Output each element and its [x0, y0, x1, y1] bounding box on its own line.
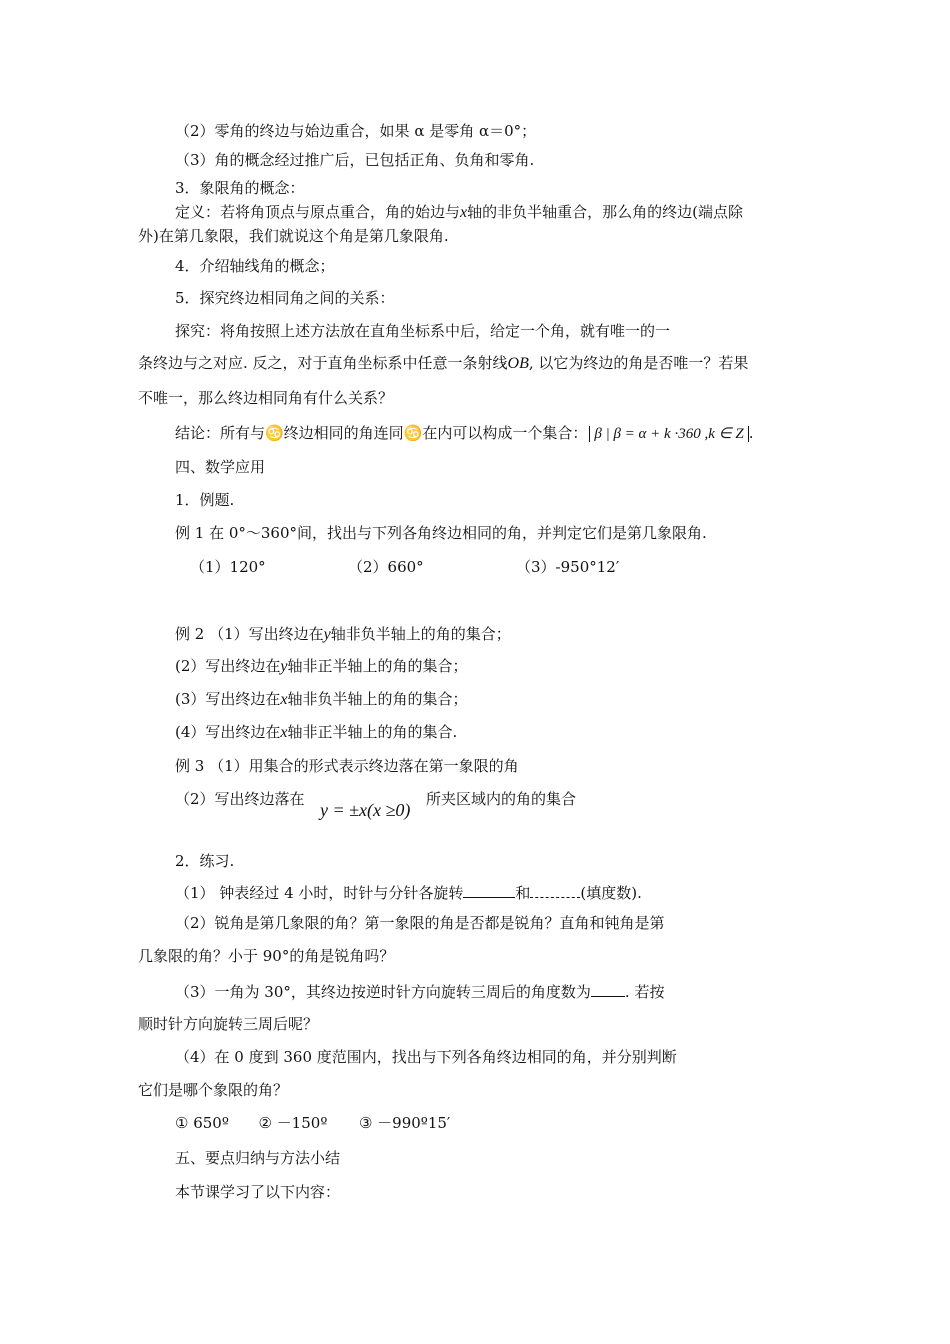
angle-set-formula: β | β = α + k ·360 ,k ∈ Z: [589, 426, 748, 442]
x-variable: x: [460, 204, 468, 221]
text-line: 不唯一，那么终边相同角有什么关系？: [138, 389, 394, 407]
text-line: 所夹区域内的角的集合: [426, 790, 577, 808]
text-line: [175, 150, 534, 170]
section-heading: 3．象限角的概念：: [175, 179, 305, 197]
section-heading: 1．例题.: [175, 491, 235, 509]
explore-line: 探究：将角按照上述方法放在直角坐标系中后，给定一个角，就有唯一的一: [175, 322, 671, 340]
text-line: 它们是哪个象限的角？: [138, 1081, 289, 1099]
definition-line: 定义：若将角顶点与原点重合，角的始边与x轴的非负半轴重合，那么角的终边(端点除: [175, 203, 743, 221]
exercise-items: ① 650º ② －150º ③ －990º15′: [175, 1114, 451, 1132]
section-heading: 四、数学应用: [175, 458, 266, 476]
example-3: 例 3 （1）用集合的形式表示终边落在第一象限的角: [175, 757, 519, 775]
example-item: （3）-950°12′: [516, 558, 620, 576]
exercise-2: （2）锐角是第几象限的角？第一象限的角是否都是锐角？直角和钝角是第: [175, 914, 665, 932]
text-line: 条终边与之对应. 反之，对于直角坐标系中任意一条射线OB, 以它为终边的角是否唯一？若果: [138, 354, 749, 372]
example-1: 例 1 在 0°～360°间，找出与下列各角终边相同的角，并判定它们是第几象限角.: [175, 524, 707, 542]
text-line: 本节课学习了以下内容：: [175, 1183, 341, 1201]
section-heading: 2．练习.: [175, 852, 235, 870]
text-line: 顺时针方向旋转三周后呢？: [138, 1015, 319, 1033]
answer-blank[interactable]: [591, 980, 625, 997]
angle-concept-text: （3）角的概念经过推广后，已包括正角、负角和零角.: [175, 151, 535, 169]
text-line: 几象限的角？小于 90°的角是锐角吗？: [138, 947, 395, 965]
example-item: （2）660°: [348, 558, 424, 576]
conclusion-line: 结论：所有与♋终边相同的角连同♋在内可以构成一个集合： β | β = α + k ·360 ,k ∈ Z .: [175, 424, 754, 442]
text-line: （2）写出终边落在: [175, 790, 305, 808]
y-variable: y: [280, 658, 288, 675]
ray-ob: OB: [507, 355, 529, 372]
text-line: (3）写出终边在x轴非负半轴上的角的集合；: [175, 690, 468, 708]
y-variable: y: [323, 626, 331, 643]
equation-y-pm-x: y = ±x(x ≥0): [320, 800, 411, 820]
text-line: 外)在第几象限，我们就说这个角是第几象限角.: [138, 227, 449, 245]
x-variable: x: [280, 724, 288, 741]
answer-blank[interactable]: [463, 881, 515, 898]
section-heading: 五、要点归纳与方法小结: [175, 1149, 341, 1167]
exercise-1: （1） 钟表经过 4 小时，时针与分针各旋转 和 (填度数).: [175, 881, 642, 903]
x-variable: x: [280, 691, 288, 708]
section-heading: 5．探究终边相同角之间的关系：: [175, 289, 395, 307]
answer-blank[interactable]: [530, 881, 580, 898]
example-item: （1）120°: [190, 558, 266, 576]
text-line: (4）写出终边在x轴非正半轴上的角的集合.: [175, 723, 458, 741]
example-2: 例 2 （1）写出终边在y轴非负半轴上的角的集合；: [175, 625, 511, 643]
exercise-3: （3）一角为 30°，其终边按逆时针方向旋转三周后的角度数为 . 若按: [175, 980, 664, 1002]
exercise-4: （4）在 0 度到 360 度范围内，找出与下列各角终边相同的角，并分别判断: [175, 1048, 677, 1066]
text-line: (2）写出终边在y轴非正半轴上的角的集合；: [175, 657, 468, 675]
zero-angle-text: （2）零角的终边与始边重合，如果 α 是零角 α＝0°；: [175, 122, 537, 140]
section-heading: 4．介绍轴线角的概念；: [175, 257, 335, 275]
text-line: [175, 121, 536, 141]
